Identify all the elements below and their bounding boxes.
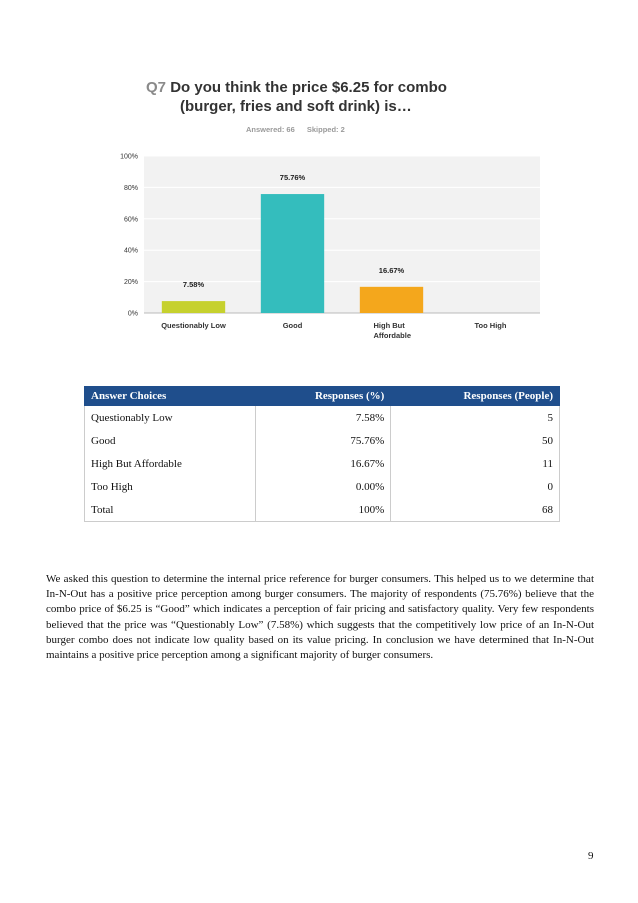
- y-tick-label: 60%: [123, 216, 138, 224]
- header-responses-people: Responses (People): [391, 387, 560, 406]
- bar: [360, 287, 423, 313]
- question-text-line2: (burger, fries and soft drink) is…: [180, 98, 412, 115]
- data-label: 7.58%: [182, 280, 205, 290]
- people-cell: 0: [391, 475, 560, 498]
- analysis-paragraph: We asked this question to determine the internal price reference for burger consumers. This helped us to we determine that In-N-Out has a positive price perception among burger consumers. The majority of respondents (75.76%) believe that the combo price of $6.25 is “Good” which indicates a perception of fair pricing and satisfactory quality. Very few respondents believed that the price was “Questionably Low” (7.58%) which suggests that the competitively low price of an In-N-Out burger combo does not indicate low quality based on its value pricing. In conclusion we have determined that In-N-Out maintains a positive price perception among a significant majority of burger consumers.: [46, 573, 594, 662]
- choice-cell: Total: [85, 498, 256, 522]
- header-responses-pct: Responses (%): [255, 387, 391, 406]
- bar: [162, 301, 225, 313]
- question-title: [146, 78, 566, 116]
- table-row: [85, 429, 560, 452]
- answered-count: Answered: 66: [246, 125, 295, 134]
- x-tick-label: High But Affordable: [373, 321, 411, 340]
- response-summary: [246, 125, 355, 134]
- plot-area: [144, 156, 540, 313]
- y-tick-label: 0%: [127, 310, 138, 318]
- pct-cell: 75.76%: [255, 429, 391, 452]
- y-tick-label: 20%: [123, 279, 138, 287]
- question-number: Q7: [146, 79, 167, 96]
- skipped-count: Skipped: 2: [306, 125, 345, 134]
- y-tick-label: 100%: [120, 153, 138, 161]
- x-tick-label: Questionably Low: [161, 321, 226, 330]
- choice-cell: Questionably Low: [85, 406, 256, 430]
- bar-chart: [100, 148, 550, 348]
- y-tick-label: 40%: [123, 247, 138, 255]
- pct-cell: 0.00%: [255, 475, 391, 498]
- x-tick-label: Too High: [474, 321, 507, 330]
- responses-table: [84, 386, 560, 522]
- pct-cell: 16.67%: [255, 452, 391, 475]
- question-text-line1: Do you think the price $6.25 for combo: [170, 79, 447, 96]
- table-row-total: [85, 498, 560, 522]
- y-tick-label: 80%: [123, 184, 138, 192]
- people-cell: 50: [391, 429, 560, 452]
- table-header-row: [85, 387, 560, 406]
- people-cell: 68: [391, 498, 560, 522]
- people-cell: 5: [391, 406, 560, 430]
- people-cell: 11: [391, 452, 560, 475]
- choice-cell: Too High: [85, 475, 256, 498]
- data-label: 75.76%: [279, 173, 306, 183]
- table-row: [85, 452, 560, 475]
- choice-cell: Good: [85, 429, 256, 452]
- table-row: [85, 406, 560, 430]
- pct-cell: 7.58%: [255, 406, 391, 430]
- table-row: [85, 475, 560, 498]
- bar: [261, 194, 324, 313]
- data-label: 16.67%: [378, 265, 405, 275]
- pct-cell: 100%: [255, 498, 391, 522]
- page-number: 9: [588, 850, 594, 862]
- header-answer-choices: Answer Choices: [85, 387, 256, 406]
- x-tick-label: Good: [282, 321, 303, 330]
- choice-cell: High But Affordable: [85, 452, 256, 475]
